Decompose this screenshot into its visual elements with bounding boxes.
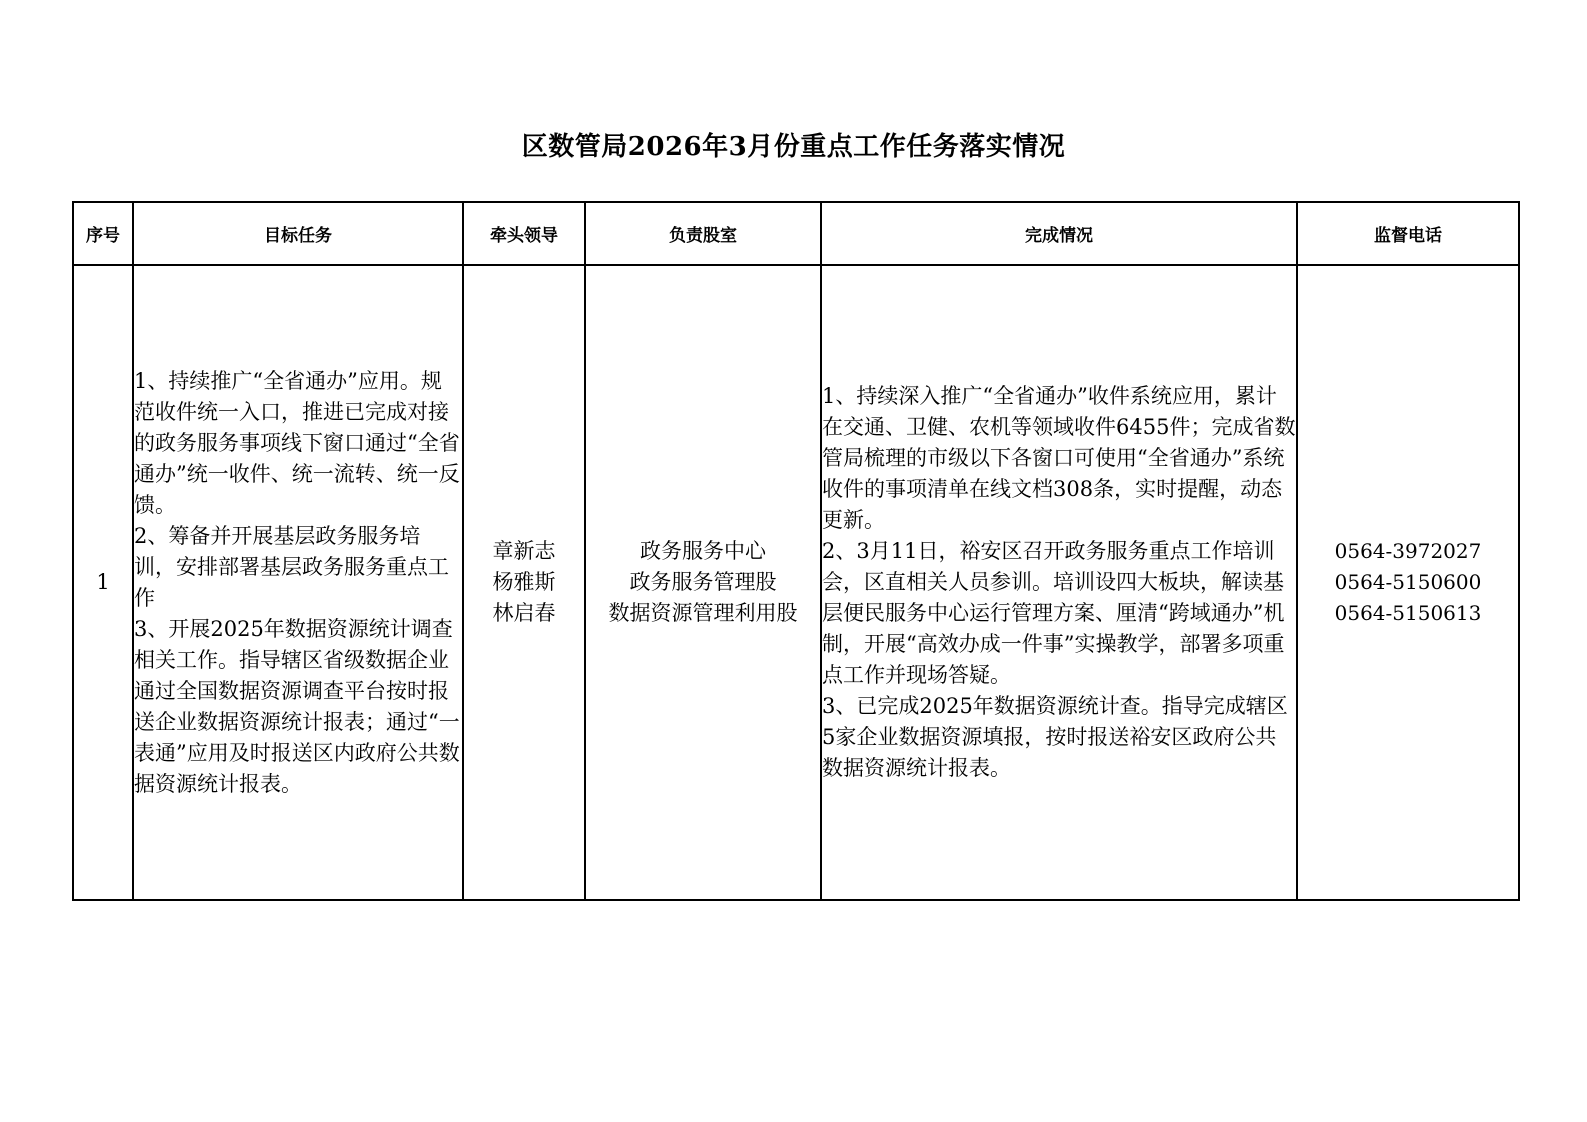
cell-target-task — [133, 265, 463, 900]
cell-supervision-phones — [1297, 265, 1519, 900]
header-completion-status: 完成情况 — [821, 202, 1297, 265]
responsible-section-name: 政务服务管理股 — [629, 570, 777, 594]
lead-leader-name: 章新志 — [492, 539, 556, 563]
supervision-phone-number: 0564-5150600 — [1334, 570, 1482, 594]
responsible-section-name: 数据资源管理利用股 — [608, 601, 798, 625]
header-supervision-phone: 监督电话 — [1297, 202, 1519, 265]
cell-completion-status — [821, 265, 1297, 900]
table-row — [73, 265, 1519, 900]
task-table — [72, 201, 1520, 901]
header-lead-leader: 牵头领导 — [463, 202, 585, 265]
header-index: 序号 — [73, 202, 133, 265]
table-header-row — [73, 202, 1519, 265]
completion-status-item: 2、3月11日，裕安区召开政务服务重点工作培训会，区直相关人员参训。培训设四大板块，解读基层便民服务中心运行管理方案、厘清“跨域通办”机制，开展“高效办成一件事”实操教学，部署多项重点工作并现场答疑。 — [822, 539, 1285, 687]
target-task-item: 2、筹备并开展基层政务服务培训，安排部署基层政务服务重点工作 — [134, 523, 449, 610]
target-task-item: 3、开展2025年数据资源统计调查相关工作。指导辖区省级数据企业通过全国数据资源调查平台按时报送企业数据资源统计报表；通过“一表通”应用及时报送区内政府公共数据资源统计报表。 — [134, 616, 460, 796]
completion-status-item: 1、持续深入推广“全省通办”收件系统应用，累计在交通、卫健、农机等领域收件6455件；完成省数管局梳理的市级以下各窗口可使用“全省通办”系统收件的事项清单在线文档308条，实时提醒，动态更新。 — [822, 384, 1296, 532]
row-index: 1 — [96, 570, 110, 594]
target-task-item: 1、持续推广“全省通办”应用。规范收件统一入口，推进已完成对接的政务服务事项线下窗口通过“全省通办”统一收件、统一流转、统一反馈。 — [134, 368, 460, 517]
lead-leader-name: 林启春 — [492, 601, 556, 625]
cell-responsible-sections — [585, 265, 821, 900]
cell-index — [73, 265, 133, 900]
header-target-task: 目标任务 — [133, 202, 463, 265]
supervision-phone-number: 0564-3972027 — [1334, 539, 1482, 563]
header-responsible-section: 负责股室 — [585, 202, 821, 265]
completion-status-item: 3、已完成2025年数据资源统计查。指导完成辖区5家企业数据资源填报，按时报送裕安区政府公共数据资源统计报表。 — [822, 694, 1288, 780]
lead-leader-name: 杨雅斯 — [492, 570, 556, 594]
cell-lead-leaders — [463, 265, 585, 900]
page-title: 区数管局2026年3月份重点工作任务落实情况 — [521, 132, 1066, 162]
responsible-section-name: 政务服务中心 — [640, 539, 766, 563]
supervision-phone-number: 0564-5150613 — [1334, 601, 1482, 625]
